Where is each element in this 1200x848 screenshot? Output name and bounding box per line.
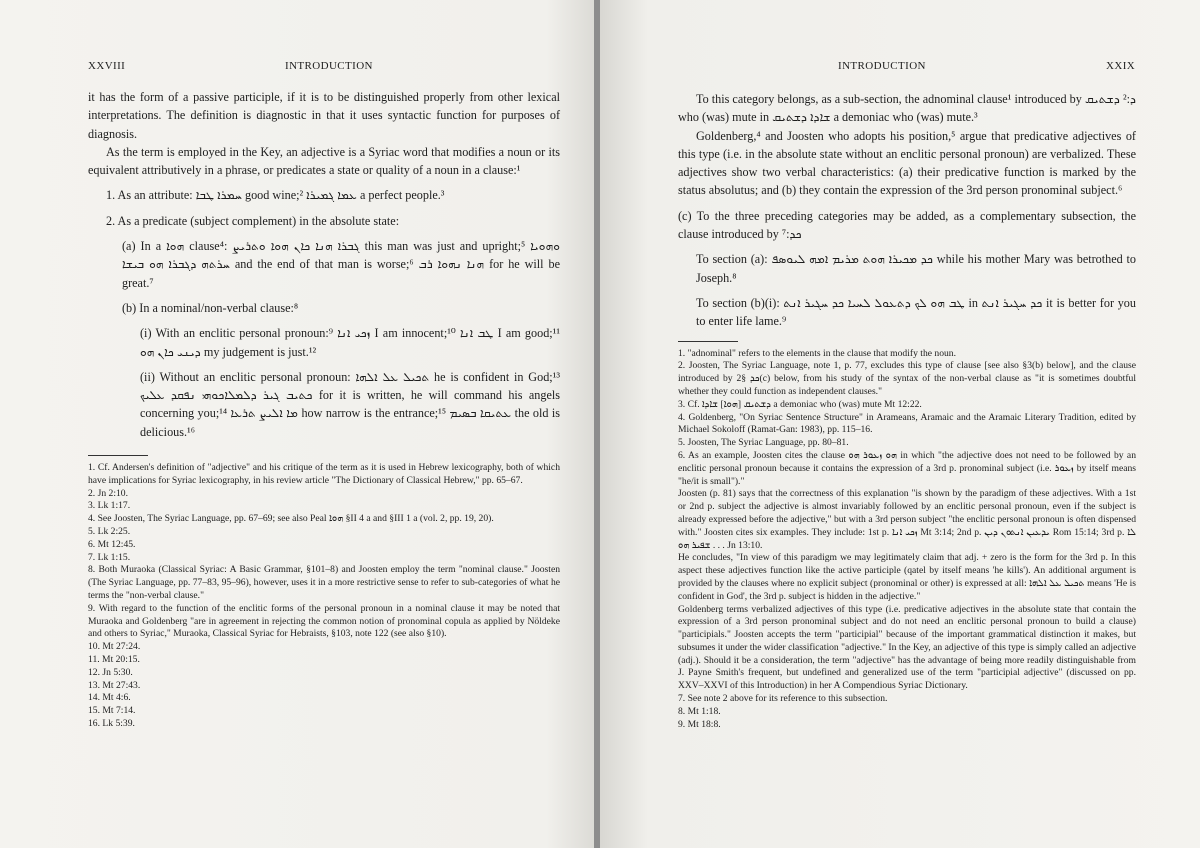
footnote: 6. Mt 12:45. <box>88 538 136 550</box>
footnote: 1. "adnominal" refers to the elements in the clause that modify the noun. <box>678 347 956 359</box>
footnotes <box>678 348 1136 732</box>
page-number: XXVIII <box>88 60 126 72</box>
list-item: (b) In a nominal/non-verbal clause:⁸ <box>122 300 299 315</box>
footnote: He concludes, "In view of this paradigm we may legitimately claim that adj. + zero is the form for the 3rd p. In this aspect these adjectives function like the active participle (qatel by itself means 'he kills'). An additional argument is provided by the clauses where no explicit subject (pronominal or other) is expressed at all: ܬܟܝܠ ܥܠ ܐܠܗܐ means 'He is confident in God', the 3rd p. subject is hidden in the adjective." <box>678 552 1136 602</box>
list-item: (ii) Without an enclitic personal pronoun: ܬܟܝܠ ܥܠ ܐܠܗܐ he is confident in God;¹³ ܟܬܝܒ ܓܝܪ ܕܠܡܠܐܟܘܗܝ ܢܦܩܕ ܥܠܝܟ for it is written, he will command his angels concerning you;¹⁴ ܡܐ ܐܠܝܨ ܬܪܥܐ how narrow is the entrance;¹⁵ ܥܬܝܩܐ ܒܣܝܡ the old is delicious.¹⁶ <box>140 369 561 439</box>
paragraph: To section (b)(i): ܛܒ ܗܘ ܠܟ ܕܬܥܘܠ ܠܚܝܐ ܟܕ ܚܓܝܪ ܐܢܬ in ܟܕ ܚܓܝܪ ܐܢܬ it is better for you to enter life lame.⁹ <box>696 295 1136 329</box>
footnote: 12. Jn 5:30. <box>88 666 133 678</box>
footnote: 8. Both Muraoka (Classical Syriac: A Basic Grammar, §101–8) and Joosten employ the term "nominal clause." Joosten (The Syriac Language, pp. 77–83, 95–96), however, uses it in a more restrictive sense to refer to sub-categories of what he terms the "non-verbal clause." <box>88 564 560 602</box>
footnote: Joosten (p. 81) says that the correctness of this explanation "is shown by the paradigm of these adjectives. With a 1st or 2nd p. subject the adjective is almost invariably followed by an enclitic personal pronoun, even if the subject is already expressed before the adjective," but with a 3rd person subject "the enclitic personal pronoun is often dispensed with." Joosten cites six examples. They include: 1st p. ܙܟܝ ܐܢܐ Mt 3:14; 2nd p. ܝܕܥܝܢ ܐܢܬܘܢ ܕܝܢ Rom 15:14; 3rd p. ܠܐ ܫܦܝܪ ܗܘ . . . Jn 13:10. <box>678 488 1137 551</box>
left-page <box>0 0 594 848</box>
footnote: 1. Cf. Andersen's definition of "adjective" and his critique of the term as it is used in Hebrew lexicography, both of which have implications for Syriac lexicography, in his review article "The Dictionary of Classical Hebrew," pp. 65–67. <box>88 462 560 486</box>
footnote: 4. Goldenberg, "On Syriac Sentence Structure" in Arameans, Aramaic and the Aramaic Literary Tradition, edited by Michael Sokoloff (Ramat-Gan: 1983), pp. 115–16. <box>678 411 1136 436</box>
list-item: (i) With an enclitic personal pronoun:⁹ ܙܟܝ ܐܢܐ I am innocent;¹⁰ ܛܒ ܐܢܐ I am good;¹¹ ܕܝܢܝ ܟܐܢ ܗܘ my judgement is just.¹² <box>140 326 560 359</box>
footnote: 2. Joosten, The Syriac Language, note 1, p. 77, excludes this type of clause [see also §3(b) below], and the clause introduced by ܟܕ §2(c) below, from his study of the syntax of the non-verbal clause as "it is sometimes doubtful whether they could function as independent clauses." <box>678 360 1136 397</box>
paragraph: As the term is employed in the Key, an adjective is a Syriac word that modifies a noun or its equivalent attributively in a phrase, or predicates a state or quality of a noun in a clause:¹ <box>88 144 560 178</box>
list-item: 2. As a predicate (subject complement) in the absolute state: <box>106 213 400 228</box>
footnote: 3. Lk 1:17. <box>88 500 131 512</box>
paragraph: To this category belongs, as a sub-section, the adnominal clause¹ introduced by ܕ:² ܕܫܬܝܩ who (was) mute in ܫܐܕܐ ܕܫܬܝܩ a demoniac who (was) mute.³ <box>678 92 1137 125</box>
footnote: 7. See note 2 above for its reference to this subsection. <box>678 693 888 705</box>
footnote: 5. Lk 2:25. <box>88 526 131 538</box>
footnote: 9. Mt 18:8. <box>678 718 721 730</box>
list-item: (a) In a ܗܘܐ clause⁴: ܓܒܪܐ ܗܢܐ ܟܐܢ ܗܘܐ ܘܬܪܝܨ this man was just and upright;⁵ ܘܗܘܝܐ ܚܪܬܗ ܕܓܒܪܐ ܗܘ ܒܝܫܐ and the end of that man is worse;⁶ ܗܢܐ ܢܗܘܐ ܪܒ for he will be great.⁷ <box>122 239 561 290</box>
running-head: INTRODUCTION <box>285 60 373 72</box>
footnote: 13. Mt 27:43. <box>88 679 141 691</box>
footnotes <box>88 462 560 731</box>
footnote: 6. As an example, Joosten cites the clause ܗܘ ܙܥܘܪ ܗܘ in which "the adjective does not need to be followed by an enclitic personal pronoun because it contains the expression of a 3rd p. pronominal subject (i.e. ܙܥܘܪ by itself means "he/it is small")." <box>678 449 1137 487</box>
right-page <box>600 0 1200 848</box>
paragraph: Goldenberg,⁴ and Joosten who adopts his position,⁵ argue that predicative adjectives of this type (i.e. in the absolute state without an enclitic personal pronoun) are verbalized. These adjectives show two verbal characteristics: (a) their predicative function is marked by the status absolutus; and (b) they contain the expression of the 3rd person pronominal subject.⁶ <box>678 128 1136 198</box>
footnote: 7. Lk 1:15. <box>88 551 131 563</box>
left-body <box>88 88 560 731</box>
footnote: 5. Joosten, The Syriac Language, pp. 80–81. <box>678 437 849 449</box>
footnote: 16. Lk 5:39. <box>88 717 135 729</box>
footnote-divider <box>88 455 148 456</box>
paragraph: (c) To the three preceding categories may be added, as a complementary subsection, the clause introduced by ܟܕ:⁷ <box>678 208 1136 242</box>
footnote: 11. Mt 20:15. <box>88 654 140 665</box>
footnote: Goldenberg terms verbalized adjectives of this type (i.e. predicative adjectives in the absolute state that contain the expression of a 3rd person pronominal subject and do not need an enclitic personal pronoun to build a clause) "participials." Joosten accepts the term "participial" because of the important grammatical distinction it makes, but subsumes it under the wider classification "adjective." In the Key, an adjective of this type is simply called an adjective (adj.). Should it be a consideration, the term "adjective" has the advantage of being more readily distinguishable from J. Payne Smith's frequent, but undefined and generalized use of the term "participial adjective" (discussed on pp. XXV–XXVI of this Introduction) in her A Compendious Syriac Dictionary. <box>678 603 1136 692</box>
list-item: 1. As an attribute: ܚܡܪܐ ܛܒܐ good wine;² ܥܡܐ ܓܡܝܪܐ a perfect people.³ <box>106 188 445 203</box>
paragraph: it has the form of a passive participle, if it is to be distinguished properly from other lexical interpretations. The definition is diagnostic in that it uses syntactic function for purposes of diagnosis. <box>88 90 560 141</box>
footnote: 15. Mt 7:14. <box>88 705 136 717</box>
running-head: INTRODUCTION <box>838 60 926 72</box>
footnote: 3. Cf. ܕܫܬܝܩ [ܗܘܐ] ܫܐܕܐ a demoniac who (was) mute Mt 12:22. <box>678 398 922 410</box>
paragraph: To section (a): ܟܕ ܡܟܝܪܐ ܗܘܬ ܡܪܝܡ ܐܡܗ ܠܝܘܣܦ while his mother Mary was betrothed to Joseph.⁸ <box>696 252 1136 285</box>
footnote-divider <box>678 341 738 342</box>
footnote: 8. Mt 1:18. <box>678 705 721 717</box>
footnote: 10. Mt 27:24. <box>88 641 141 653</box>
footnote: 2. Jn 2:10. <box>88 487 128 499</box>
page-number: XXIX <box>1106 60 1136 72</box>
right-body <box>678 90 1136 731</box>
footnote: 14. Mt 4:6. <box>88 692 131 704</box>
footnote: 4. See Joosten, The Syriac Language, pp. 67–69; see also Peal ܗܘܐ §II 4 a and §III 1 a (vol. 2, pp. 19, 20). <box>88 513 494 525</box>
footnote: 9. With regard to the function of the enclitic forms of the personal pronoun in a nominal clause it may be noted that Muraoka and Goldenberg "are in agreement in rejecting the common notion of pronominal copula as applied by Nöldeke and others to Syriac," Muraoka, Classical Syriac for Hebraists, §103, note 122 (see also §10). <box>88 602 560 640</box>
